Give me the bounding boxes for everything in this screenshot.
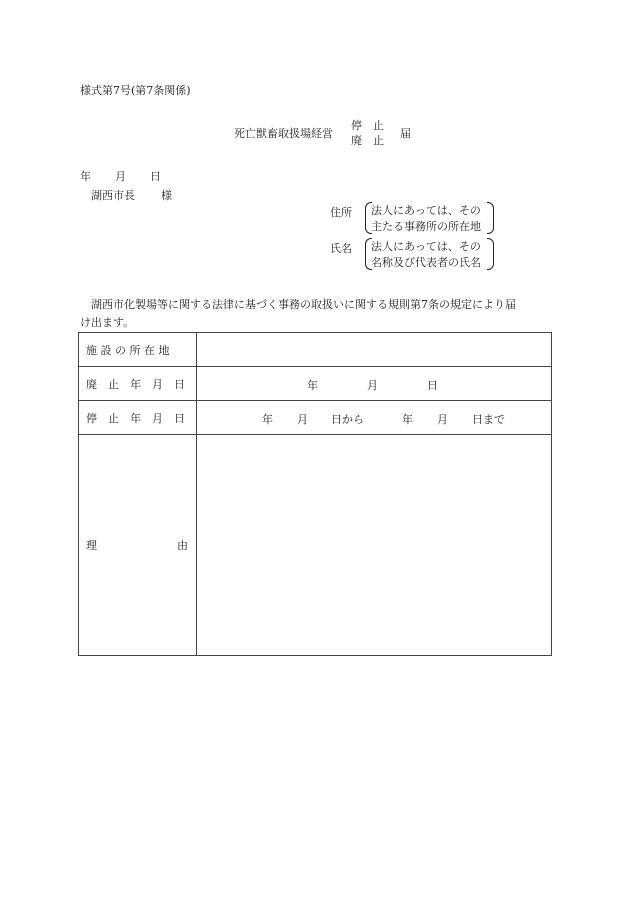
reason-label-left: 理	[86, 539, 97, 552]
suspend-to-month: 月	[437, 413, 448, 426]
reason-value[interactable]	[197, 435, 552, 656]
reason-label	[79, 435, 197, 656]
reason-label-right: 由	[177, 539, 188, 552]
title-option-abolish: 廃 止	[351, 134, 384, 147]
abolish-day: 日	[427, 379, 438, 392]
application-table	[78, 332, 552, 656]
abolish-month: 月	[367, 379, 378, 392]
address-note-line1: 法人にあっては、その	[371, 204, 481, 217]
table-row-facility-location	[79, 333, 552, 367]
name-note-line1: 法人にあっては、その	[371, 240, 481, 253]
title-suffix: 届	[400, 127, 411, 140]
abolish-date-label	[79, 367, 197, 401]
name-note-line2: 名称及び代表者の氏名	[371, 256, 481, 269]
table-row-reason	[79, 435, 552, 656]
suspend-from-day: 日から	[331, 413, 364, 426]
table-row-abolish-date	[79, 367, 552, 401]
facility-location-label	[79, 333, 197, 367]
abolish-date-label-text: 廃 止 年 月 日	[86, 377, 185, 391]
abolish-date-value[interactable]	[197, 367, 552, 401]
addressee-honorific: 様	[161, 189, 172, 202]
name-label: 氏名	[330, 242, 352, 255]
body-text-line2: け出ます。	[80, 316, 135, 329]
suspend-from-year: 年	[262, 413, 273, 426]
abolish-year: 年	[307, 379, 318, 392]
body-text-line1: 湖西市化製場等に関する法律に基づく事務の取扱いに関する規則第7条の規定により届	[91, 298, 516, 311]
suspend-date-label-text: 停 止 年 月 日	[86, 411, 185, 425]
date-year: 年	[80, 170, 91, 183]
suspend-from-month: 月	[297, 413, 308, 426]
name-bracket-right	[487, 238, 494, 270]
facility-location-value[interactable]	[197, 333, 552, 367]
suspend-to-year: 年	[402, 413, 413, 426]
facility-location-label-text: 施 設 の 所 在 地	[86, 343, 170, 357]
address-note-line2: 主たる事務所の所在地	[371, 220, 481, 233]
title-main: 死亡獣畜取扱場経営	[234, 127, 333, 140]
table-row-suspend-date	[79, 401, 552, 435]
form-number: 様式第7号(第7条関係)	[80, 84, 191, 97]
date-day: 日	[150, 170, 161, 183]
address-label: 住所	[330, 206, 352, 219]
address-bracket-right	[487, 202, 494, 234]
date-month: 月	[115, 170, 126, 183]
addressee-name: 湖西市長	[91, 189, 135, 202]
title-option-suspend: 停 止	[351, 119, 384, 132]
suspend-date-label	[79, 401, 197, 435]
suspend-date-value[interactable]	[197, 401, 552, 435]
suspend-to-day: 日まで	[472, 413, 505, 426]
